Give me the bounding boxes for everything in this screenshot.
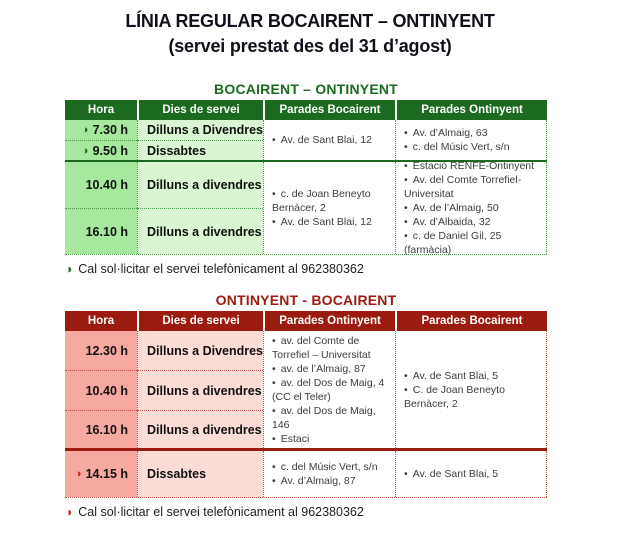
col-header-parades-ontinyent: Parades Ontinyent [263, 311, 395, 331]
col-header-dies-de-servei: Dies de servei [137, 100, 263, 120]
stop-item [272, 362, 389, 376]
stop-name: Av. de l’Almaig, 50 [412, 202, 499, 214]
col-header-parades-bocairent: Parades Bocairent [263, 100, 395, 120]
stop-item [272, 334, 389, 362]
stop-name: av. de l’Almaig, 87 [280, 362, 366, 375]
bullet-icon [272, 405, 281, 417]
stops-bocairent-cell [263, 162, 395, 254]
footnote-phone-service [65, 505, 547, 519]
stop-name: C. de Joan Beneyto Bernàcer, 2 [404, 383, 505, 410]
stop-item [272, 215, 389, 229]
time-value: 7.30 h [92, 123, 128, 137]
stops-ontinyent-cell [395, 120, 547, 160]
stop-name: Av. de Sant Blai, 5 [412, 369, 499, 382]
bullet-icon [272, 475, 281, 487]
stop-name: c. del Músic Vert, s/n [280, 461, 378, 473]
time-value: 12.30 h [85, 343, 128, 358]
page-title-line2: (servei prestat des del 31 d’agost) [168, 36, 452, 56]
service-days-cell [137, 331, 263, 370]
stop-item [404, 215, 540, 229]
stop-name: Av. de Sant Blai, 12 [280, 134, 372, 146]
stop-item [404, 229, 540, 257]
hora-cell [65, 370, 137, 410]
section-ontinyent-bocairent [65, 292, 547, 519]
service-days-cell [137, 162, 263, 208]
service-days: Dissabtes [147, 467, 207, 481]
stop-item [272, 474, 389, 488]
hora-cell [65, 331, 137, 370]
row-group-saturday [65, 451, 547, 498]
phone-request-icon: ◑ [74, 468, 82, 480]
time-value: 10.40 h [85, 178, 128, 192]
stops-bocairent-cell [395, 331, 547, 448]
stop-item [404, 140, 540, 154]
time-value: 16.10 h [85, 224, 128, 239]
service-days-cell [137, 410, 263, 448]
bullet-icon [272, 461, 281, 473]
service-days-cell [137, 120, 263, 140]
stop-item [404, 173, 540, 201]
hora-cell [65, 410, 137, 448]
service-days: Dilluns a divendres [147, 422, 262, 437]
service-days: Dilluns a Divendres [147, 123, 264, 137]
time-value: 10.40 h [85, 383, 128, 398]
col-header-hora: Hora [87, 315, 115, 327]
stops-bocairent-cell [395, 451, 547, 497]
bullet-icon [404, 230, 413, 242]
stop-item [404, 201, 540, 215]
hora-cell [65, 208, 137, 254]
service-days-cell [137, 451, 263, 497]
phone-request-icon: ◑ [65, 505, 73, 519]
hora-cell [65, 162, 137, 208]
stops-ontinyent-cell [263, 331, 395, 448]
table-header-row [65, 311, 547, 331]
service-days-cell [137, 370, 263, 410]
bullet-icon [404, 127, 413, 139]
service-days: Dilluns a Divendres [147, 343, 264, 358]
bullet-icon [272, 188, 281, 200]
bullet-icon [272, 377, 281, 389]
bullet-icon [404, 202, 413, 214]
bullet-icon [404, 160, 413, 172]
stop-item [404, 159, 540, 173]
time-value: 14.15 h [85, 467, 128, 481]
stop-item [272, 376, 389, 404]
bullet-icon [404, 384, 413, 396]
stop-item [272, 432, 389, 446]
stop-name: Av. de Sant Blai, 12 [280, 216, 372, 228]
bullet-icon [272, 216, 281, 228]
col-header-parades-ontinyent: Parades Ontinyent [395, 100, 547, 120]
service-days: Dilluns a divendres [147, 383, 262, 398]
bullet-icon [404, 370, 413, 382]
page-title-line1: LÍNIA REGULAR BOCAIRENT – ONTINYENT [125, 11, 495, 31]
section-title-ontinyent-bocairent: ONTINYENT - BOCAIRENT [215, 292, 397, 308]
timetable-ontinyent-bocairent [65, 311, 547, 498]
phone-request-icon: ◑ [81, 144, 89, 157]
phone-request-icon: ◑ [65, 262, 73, 276]
stop-name: c. de Joan Beneyto Bernàcer, 2 [272, 188, 371, 214]
stops-bocairent-cell [263, 120, 395, 160]
stop-name: Av. d’Almaig, 63 [412, 127, 488, 139]
bullet-icon [404, 174, 413, 186]
time-value: 16.10 h [85, 422, 128, 437]
service-days: Dissabtes [147, 143, 207, 158]
stop-name: av. del Dos de Maig, 146 [272, 404, 376, 431]
stop-name: Av. d’Almaig, 87 [280, 475, 356, 487]
stop-name: Estació RENFE-Ontinyent [412, 160, 535, 172]
stop-item [272, 460, 389, 474]
stop-item [272, 133, 389, 147]
stop-item [404, 369, 540, 383]
col-header-hora: Hora [87, 104, 115, 116]
stop-name: c. de Daniel Gil, 25 (farmàcia) [404, 230, 502, 256]
hora-cell [65, 140, 137, 160]
stop-name: Av. del Comte Torrefiel-Universitat [404, 174, 522, 200]
bullet-icon [272, 363, 281, 375]
row-group-morning [65, 120, 547, 160]
stop-item [272, 187, 389, 215]
service-days: Dilluns a divendres [147, 224, 262, 239]
bullet-icon [272, 433, 281, 445]
stop-item [404, 383, 540, 411]
footnote-phone-service [65, 262, 547, 276]
table-header-row [65, 100, 547, 120]
col-header-dies-de-servei: Dies de servei [137, 311, 263, 331]
stop-name: c. del Músic Vert, s/n [412, 141, 510, 153]
stop-name: Estaci [280, 432, 310, 445]
stop-item [272, 404, 389, 432]
stops-ontinyent-cell [395, 162, 547, 254]
stops-ontinyent-cell [263, 451, 395, 497]
stop-name: Av. de Sant Blai, 5 [412, 468, 499, 480]
footnote-text: Cal sol·licitar el servei telefònicament al 962380362 [78, 262, 364, 276]
col-header-parades-bocairent: Parades Bocairent [395, 311, 547, 331]
bullet-icon [404, 216, 413, 228]
hora-cell [65, 451, 137, 497]
section-bocairent-ontinyent [65, 81, 547, 276]
hora-cell [65, 120, 137, 140]
service-days-cell [137, 208, 263, 254]
row-group-weekdays [65, 331, 547, 448]
bullet-icon [404, 141, 413, 153]
phone-request-icon: ◑ [81, 124, 89, 136]
bullet-icon [404, 468, 413, 480]
stop-name: Av. d’Albaida, 32 [412, 216, 491, 228]
stop-item [404, 126, 540, 140]
page-title [0, 0, 620, 59]
stop-item [404, 467, 540, 481]
timetable-bocairent-ontinyent [65, 100, 547, 255]
bullet-icon [272, 335, 281, 347]
bullet-icon [272, 134, 281, 146]
footnote-text: Cal sol·licitar el servei telefònicament al 962380362 [78, 505, 364, 519]
service-days-cell [137, 140, 263, 160]
time-value: 9.50 h [92, 143, 128, 158]
stop-name: av. del Dos de Maig, 4 (CC el Teler) [272, 376, 385, 403]
stop-name: av. del Comte de Torrefiel – Universitat [272, 334, 371, 361]
section-title-bocairent-ontinyent: BOCAIRENT – ONTINYENT [214, 81, 398, 97]
service-days: Dilluns a divendres [147, 178, 262, 192]
row-group-midday [65, 162, 547, 255]
